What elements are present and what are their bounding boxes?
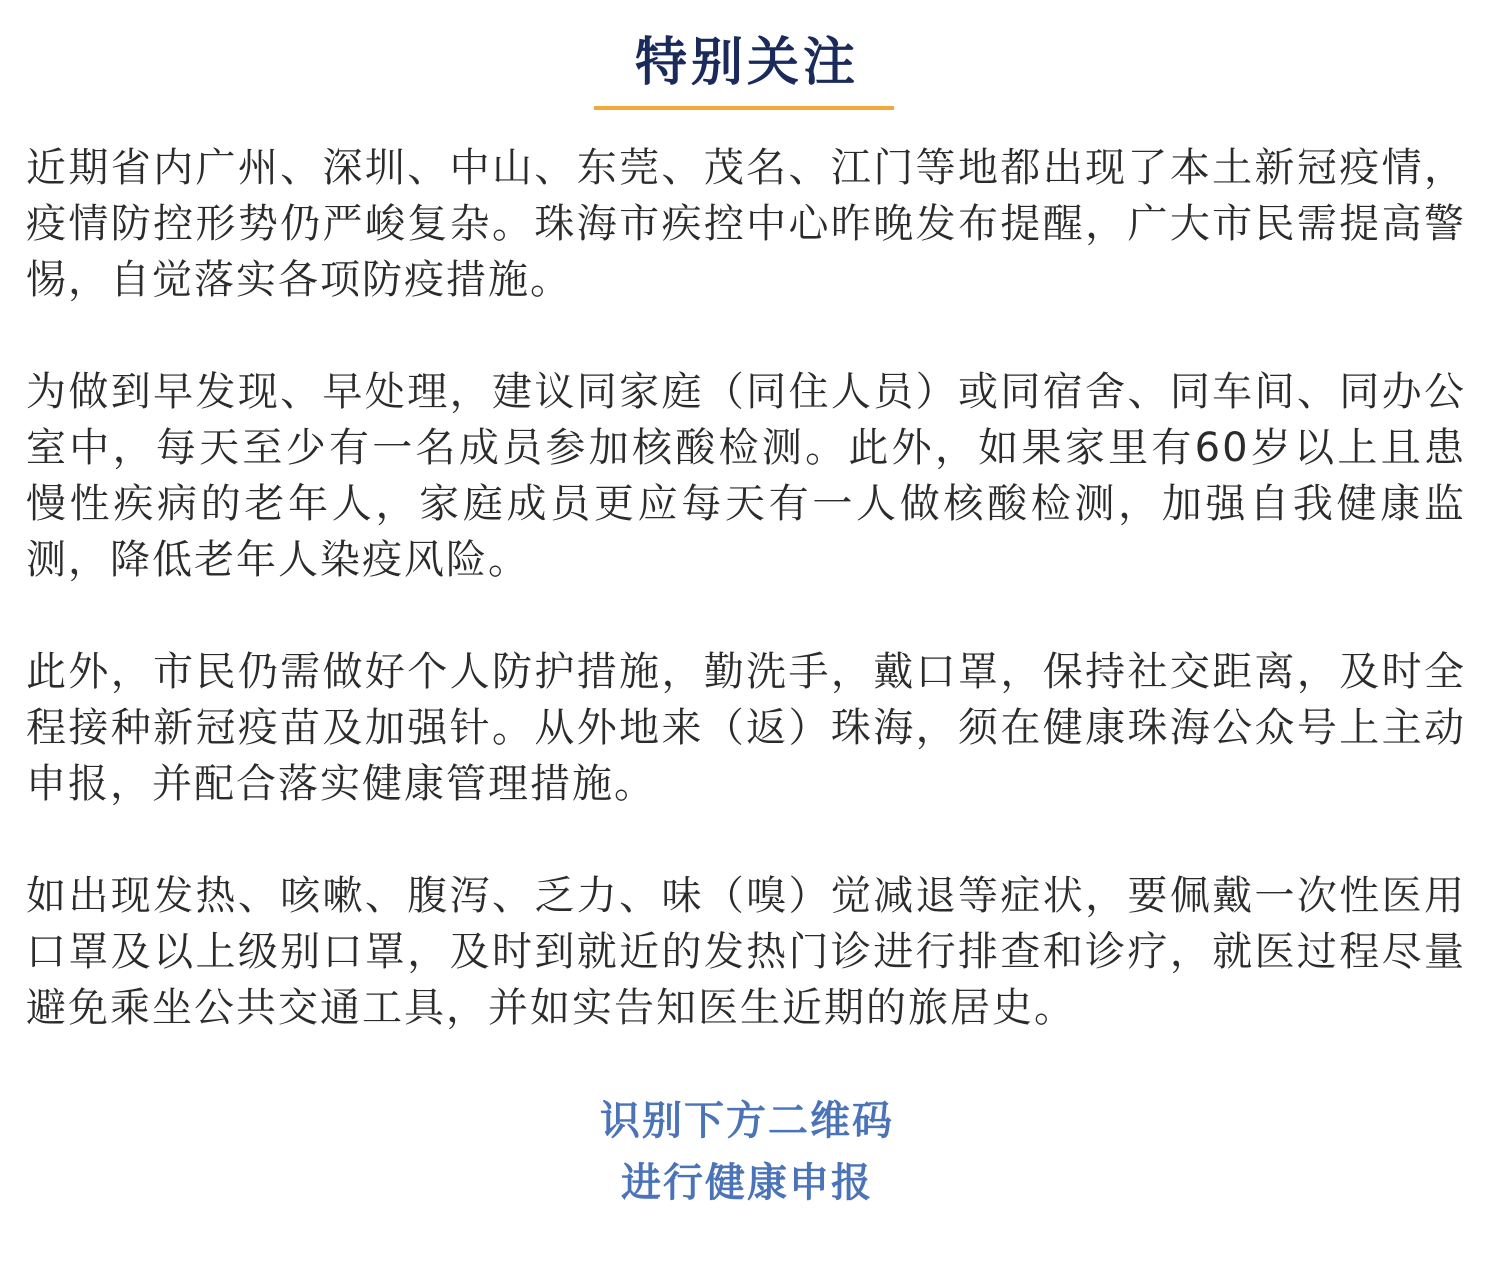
paragraph-testing-advice: 为做到早发现、早处理，建议同家庭（同住人员）或同宿舍、同车间、同办公室中，每天至少有一名成员参加核酸检测。此外，如果家里有60岁以上且患慢性疾病的老年人，家庭成员更应每天有一人做核酸检测，加强自我健康监测，降低老年人染疫风险。 [26, 369, 1466, 583]
section-title: 特别关注 [634, 33, 859, 93]
cta-line-scan-qr: 识别下方二维码 [600, 1098, 894, 1144]
paragraph-symptom-guidance: 如出现发热、咳嗽、腹泻、乏力、味（嗅）觉减退等症状，要佩戴一次性医用口罩及以上级别口罩，及时到就近的发热门诊进行排查和诊疗，就医过程尽量避免乘坐公共交通工具，并如实告知医生近期的旅居史。 [26, 873, 1466, 1031]
paragraph-outbreak-notice: 近期省内广州、深圳、中山、东莞、茂名、江门等地都出现了本土新冠疫情，疫情防控形势仍严峻复杂。珠海市疾控中心昨晚发布提醒，广大市民需提高警惕，自觉落实各项防疫措施。 [26, 145, 1466, 303]
article-body [26, 140, 1466, 1092]
cta-line-health-report: 进行健康申报 [621, 1160, 873, 1206]
title-underline [594, 106, 894, 110]
paragraph-personal-protection: 此外，市民仍需做好个人防护措施，勤洗手，戴口罩，保持社交距离，及时全程接种新冠疫苗及加强针。从外地来（返）珠海，须在健康珠海公众号上主动申报，并配合落实健康管理措施。 [26, 649, 1466, 807]
health-report-callout [0, 1090, 1494, 1214]
